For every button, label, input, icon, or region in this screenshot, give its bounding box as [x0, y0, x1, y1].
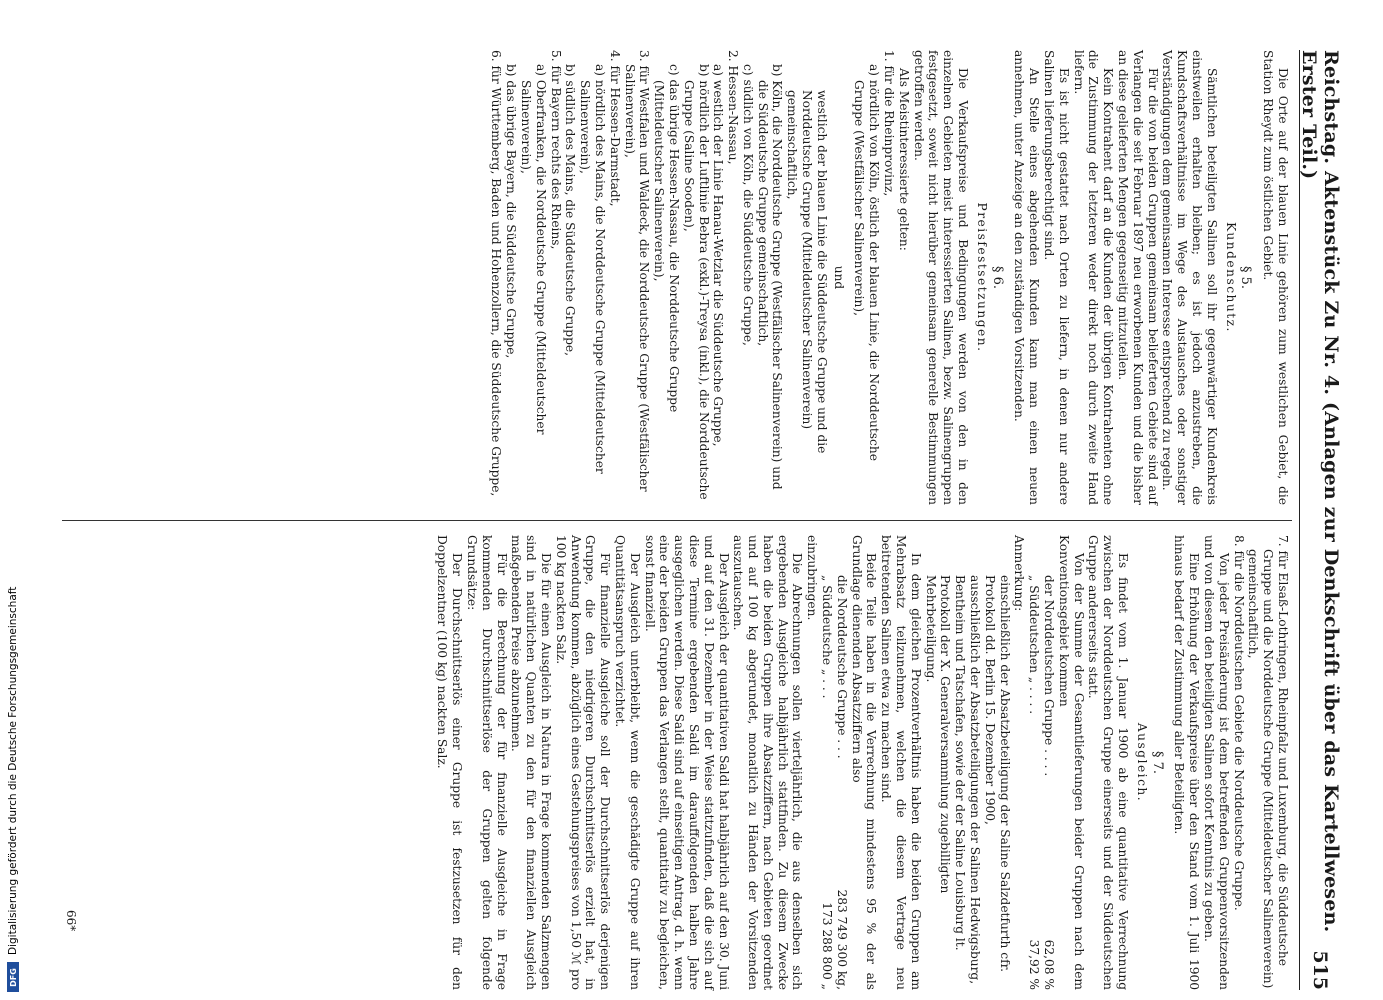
list-subitem: a) westlich der Linie Hanau-Wetzlar die Süddeutsche Gruppe, [711, 64, 726, 447]
quota-label: „ Süddeutsche „ . . . [820, 575, 835, 699]
paragraph: Als Meistinteressierte gelten: [896, 68, 911, 251]
page-title: Reichstag. Aktenstück Zu Nr. 4. (Anlagen zur Denkschrift über das Kartellwesen. Erster Teil.) [1298, 50, 1342, 933]
column-divider [62, 520, 1292, 521]
list-item: 8. für die Norddeutschen Gebiete die Norddeutsche Gruppe. [1231, 535, 1246, 911]
quota-label: der Norddeutschen Gruppe . . . . [1042, 575, 1057, 777]
quota-value: 173 288 800 „ [820, 902, 835, 990]
quota-row [1041, 535, 1056, 990]
page-number: 515 [1309, 950, 1331, 990]
paragraph: Die für einen Ausgleich in Natura in Frage kommenden Salzmengen sind in natürlichen Quanten zu den für den finanziellen Ausgleich maßgebenden Preise abzunehmen. [509, 535, 553, 990]
note-heading: Anmerkung: [1012, 535, 1027, 612]
paragraph: Die Verkaufspreise und Bedingungen werden von den in den einzelnen Gebieten meist interessierten Salinen, bezw. Salinengruppen festgesetzt, soweit nicht hierüber gemeinsam generelle Bestimmungen getroffen werden. [911, 50, 971, 505]
list-subitem: a) Oberfranken, die Norddeutsche Gruppe (Mitteldeutscher Salinenverein), [518, 64, 548, 435]
list-subitem: b) das übrige Bayern, die Süddeutsche Gruppe, [504, 64, 519, 359]
paragraph: Für die Berechnung der für finanzielle Ausgleiche in Frage kommenden Durchschnittserlöse der Gruppen gelten folgende Grundsätze: [464, 535, 509, 990]
paragraph: Die Abrechnungen sollen vierteljährlich, die aus denselben sich ergebenden Ausgleiche halbjährlich stattfinden. Zu diesem Zwecke haben die beiden Gruppen ihre Absatzziffern, nach Gebieten geordnet und auf 100 kg abgerundet, monatlich zu Händen der Vorsitzenden auszutauschen. [731, 535, 805, 990]
list-item: 6. für Württemberg, Baden und Hohenzollern, die Süddeutsche Gruppe, [489, 50, 504, 497]
list-subitem: westlich der blauen Linie die Süddeutsche Gruppe und die Norddeutsche Gruppe (Mitteldeutscher Salinenverein) gemeinschaftlich, [785, 90, 829, 454]
list-item: 5. für Bayern rechts des Rheins, [548, 50, 563, 250]
paragraph: Es ist nicht gestattet nach Orten zu liefern, in denen nur andere Salinen lieferungsberechtigt sind. [1042, 50, 1071, 505]
list-subitem: b) nördlich der Luftlinie Bebra (exkl.)-Treysa (inkl.), die Norddeutsche Gruppe (Saline Sooden), [681, 64, 711, 500]
list-item: 7. für Elsaß-Lothringen, Rheinpfalz und Luxemburg, die Süddeutsche Gruppe und die Norddeutsche Gruppe (Mitteldeutscher Salinenverein) gemeinschaftlich, [1246, 535, 1290, 989]
section-5-number: § 5. [1238, 265, 1254, 290]
paragraph: Eine Erhöhung der Verkaufspreise über den Stand vom 1. Juli 1900 hinaus bedarf der Zustimmung aller Beteiligten. [1172, 535, 1202, 990]
list-subitem: b) Köln, die Norddeutsche Gruppe (Westfälischer Salinenverein) und die Süddeutsche Gruppe gemeinschaftlich, [755, 64, 785, 490]
digitization-sidebar [6, 0, 20, 1000]
quota-value: 62,08 % [1042, 939, 1057, 990]
section-6-heading: Preisfestsetzungen. [974, 202, 989, 353]
paragraph: Von der Summe der Gesamtlieferungen beider Gruppen nach dem Konventionsgebiet kommen [1056, 535, 1086, 990]
list-subitem: a) nördlich von Köln, östlich der blauen Linie, die Norddeutsche Gruppe (Westfälischer Salinenverein), [852, 64, 882, 461]
list-connector: und [831, 265, 846, 290]
paragraph: Beide Teile haben in die Verrechnung mindestens 95 % der als Grundlage dienenden Absatzziffern also [849, 535, 879, 990]
quota-value: 283 749 300 kg, [834, 889, 849, 990]
list-item: 1. für die Rheinprovinz, [882, 50, 897, 197]
note-text: ausschließlich der Absatzbeteiligungen der Salinen Hedwigsburg, Bentheim und Tatschafen, sowie der der Saline Louisburg lt. Protokoll der X. Generalversammlung zugebilligten Mehrbeteiligung. [923, 575, 983, 985]
paragraph: An Stelle eines abgehenden Kunden kann man einen neuen annehmen, unter Anzeige an den zuständigen Vorsitzenden. [1012, 50, 1042, 505]
list-item: 3. für Westfalen und Waldeck, die Norddeutsche Gruppe (Westfälischer Salinenverein), [622, 50, 652, 492]
list-item: 4. für Hessen-Darmstadt, [607, 50, 622, 207]
paragraph: Von jeder Preisänderung ist dem betreffenden Gruppenvorsitzenden und von diesem den beteiligten Salinen sofort Kenntnis zu geben. [1202, 535, 1231, 990]
list-subitem: a) nördlich des Mains, die Norddeutsche Gruppe (Mitteldeutscher Salinenverein), [578, 64, 607, 474]
paragraph: einzubringen. [805, 535, 820, 621]
quota-row [819, 535, 834, 990]
quota-row [834, 535, 849, 990]
paragraph: Sämtlichen beteiligten Salinen soll ihr gegenwärtiger Kundenkreis einstweilen erhalten bleiben; es ist jedoch anzustreben, die Kundschaftsverhältnisse im Wege des Austausches oder sonstiger Verständigungen dem gemeinsamen Interesse entsprechend zu regeln. [1160, 50, 1219, 505]
paragraph: Es findet vom 1. Januar 1900 ab eine quantitative Verrechnung zwischen der Norddeutschen Gruppe einerseits und der Süddeutschen Gruppe andererseits statt. [1086, 535, 1131, 990]
paragraph: Kein Kontrahent darf an die Kunden der übrigen Kontrahenten ohne die Zustimmung der letzteren weder direkt noch durch zweite Hand liefern. [1071, 50, 1116, 505]
digitization-note: Digitalisierung gefördert durch die Deutsche Forschungsgemeinschaft [7, 586, 19, 955]
rotated-document [40, 50, 1340, 990]
right-column [435, 535, 1290, 990]
quota-label: die Norddeutsche Gruppe . . . [834, 575, 849, 759]
section-6-number: § 6. [989, 265, 1005, 290]
paragraph: Der Ausgleich der quantitativen Saldi hat halbjährlich auf den 30. Juni und auf den 31. Dezember in der Weise stattzufinden, daß die sich auf diese Termine ergebenden Saldi im darauffolgenden halben Jahre ausgeglichen werden. Diese Saldi sind auf einseitigen Antrag, d. h. wenn eine der beiden Gruppen das Verlangen stellt, quantitativ zu begleichen, sonst finanziell. [642, 535, 731, 990]
quota-value: 37,92 % [1027, 939, 1042, 990]
quota-label: „ Süddeutschen „ . . . . [1027, 575, 1042, 715]
paragraph: In dem gleichen Prozentverhältnis haben die beiden Gruppen am Mehrabsatz teilzunehmen, welchen die diesem Vertrage neu beitretenden Salinen etwa zu machen sind. [879, 535, 923, 990]
dfg-logo-text: DFG [8, 967, 18, 987]
dfg-logo [7, 962, 19, 992]
list-subitem: c) das übrige Hessen-Nassau, die Norddeutsche Gruppe (Mitteldeutscher Salinenverein), [652, 64, 681, 413]
intro-paragraph: Die Orte auf der blauen Linie gehören zum westlichen Gebiet, die Station Rheydt zum östlichen Gebiet. [1261, 50, 1290, 505]
list-subitem: c) südlich von Köln, die Süddeutsche Gruppe, [740, 64, 755, 346]
left-column [489, 50, 1290, 505]
section-7-number: § 7. [1149, 750, 1165, 775]
signature-mark: 66* [64, 910, 78, 932]
paragraph: Der Durchschnittserlös einer Gruppe ist festzusetzen für den Doppelzentner (100 kg) nackten Salz. [435, 535, 465, 990]
section-5-heading: Kundenschutz. [1223, 222, 1238, 333]
list-subitem: b) südlich des Mains, die Süddeutsche Gruppe, [563, 64, 578, 356]
quota-row [1026, 535, 1041, 990]
section-7-heading: Ausgleich. [1134, 722, 1149, 803]
paragraph: Für finanzielle Ausgleiche soll der Durchschnittserlös derjenigen Gruppe, die den niedrigeren Durchschnittserlös erzielt hat, in Anwendung kommen, abzüglich eines Gestehungspreises von 1,50 ℳ pro 100 kg nackten Salz. [553, 535, 613, 990]
note-text: einschließlich der Absatzbeteiligung der Saline Salzdetfurth cfr. Protokoll dd. Berlin 15. Dezember 1900, [982, 575, 1012, 972]
paragraph: Für die von beiden Gruppen gemeinsam belieferten Gebiete sind auf Verlangen die seit Februar 1897 neu erworbenen Kunden und die bisher an diese gelieferten Mengen gegenseitig mitzuteilen. [1116, 50, 1160, 505]
list-item: 2. Hessen-Nassau, [726, 50, 741, 165]
page-header [1299, 50, 1340, 990]
paragraph: Der Ausgleich unterbleibt, wenn die geschädigte Gruppe auf ihren Quantitätsanspruch verzichtet. [612, 535, 642, 990]
